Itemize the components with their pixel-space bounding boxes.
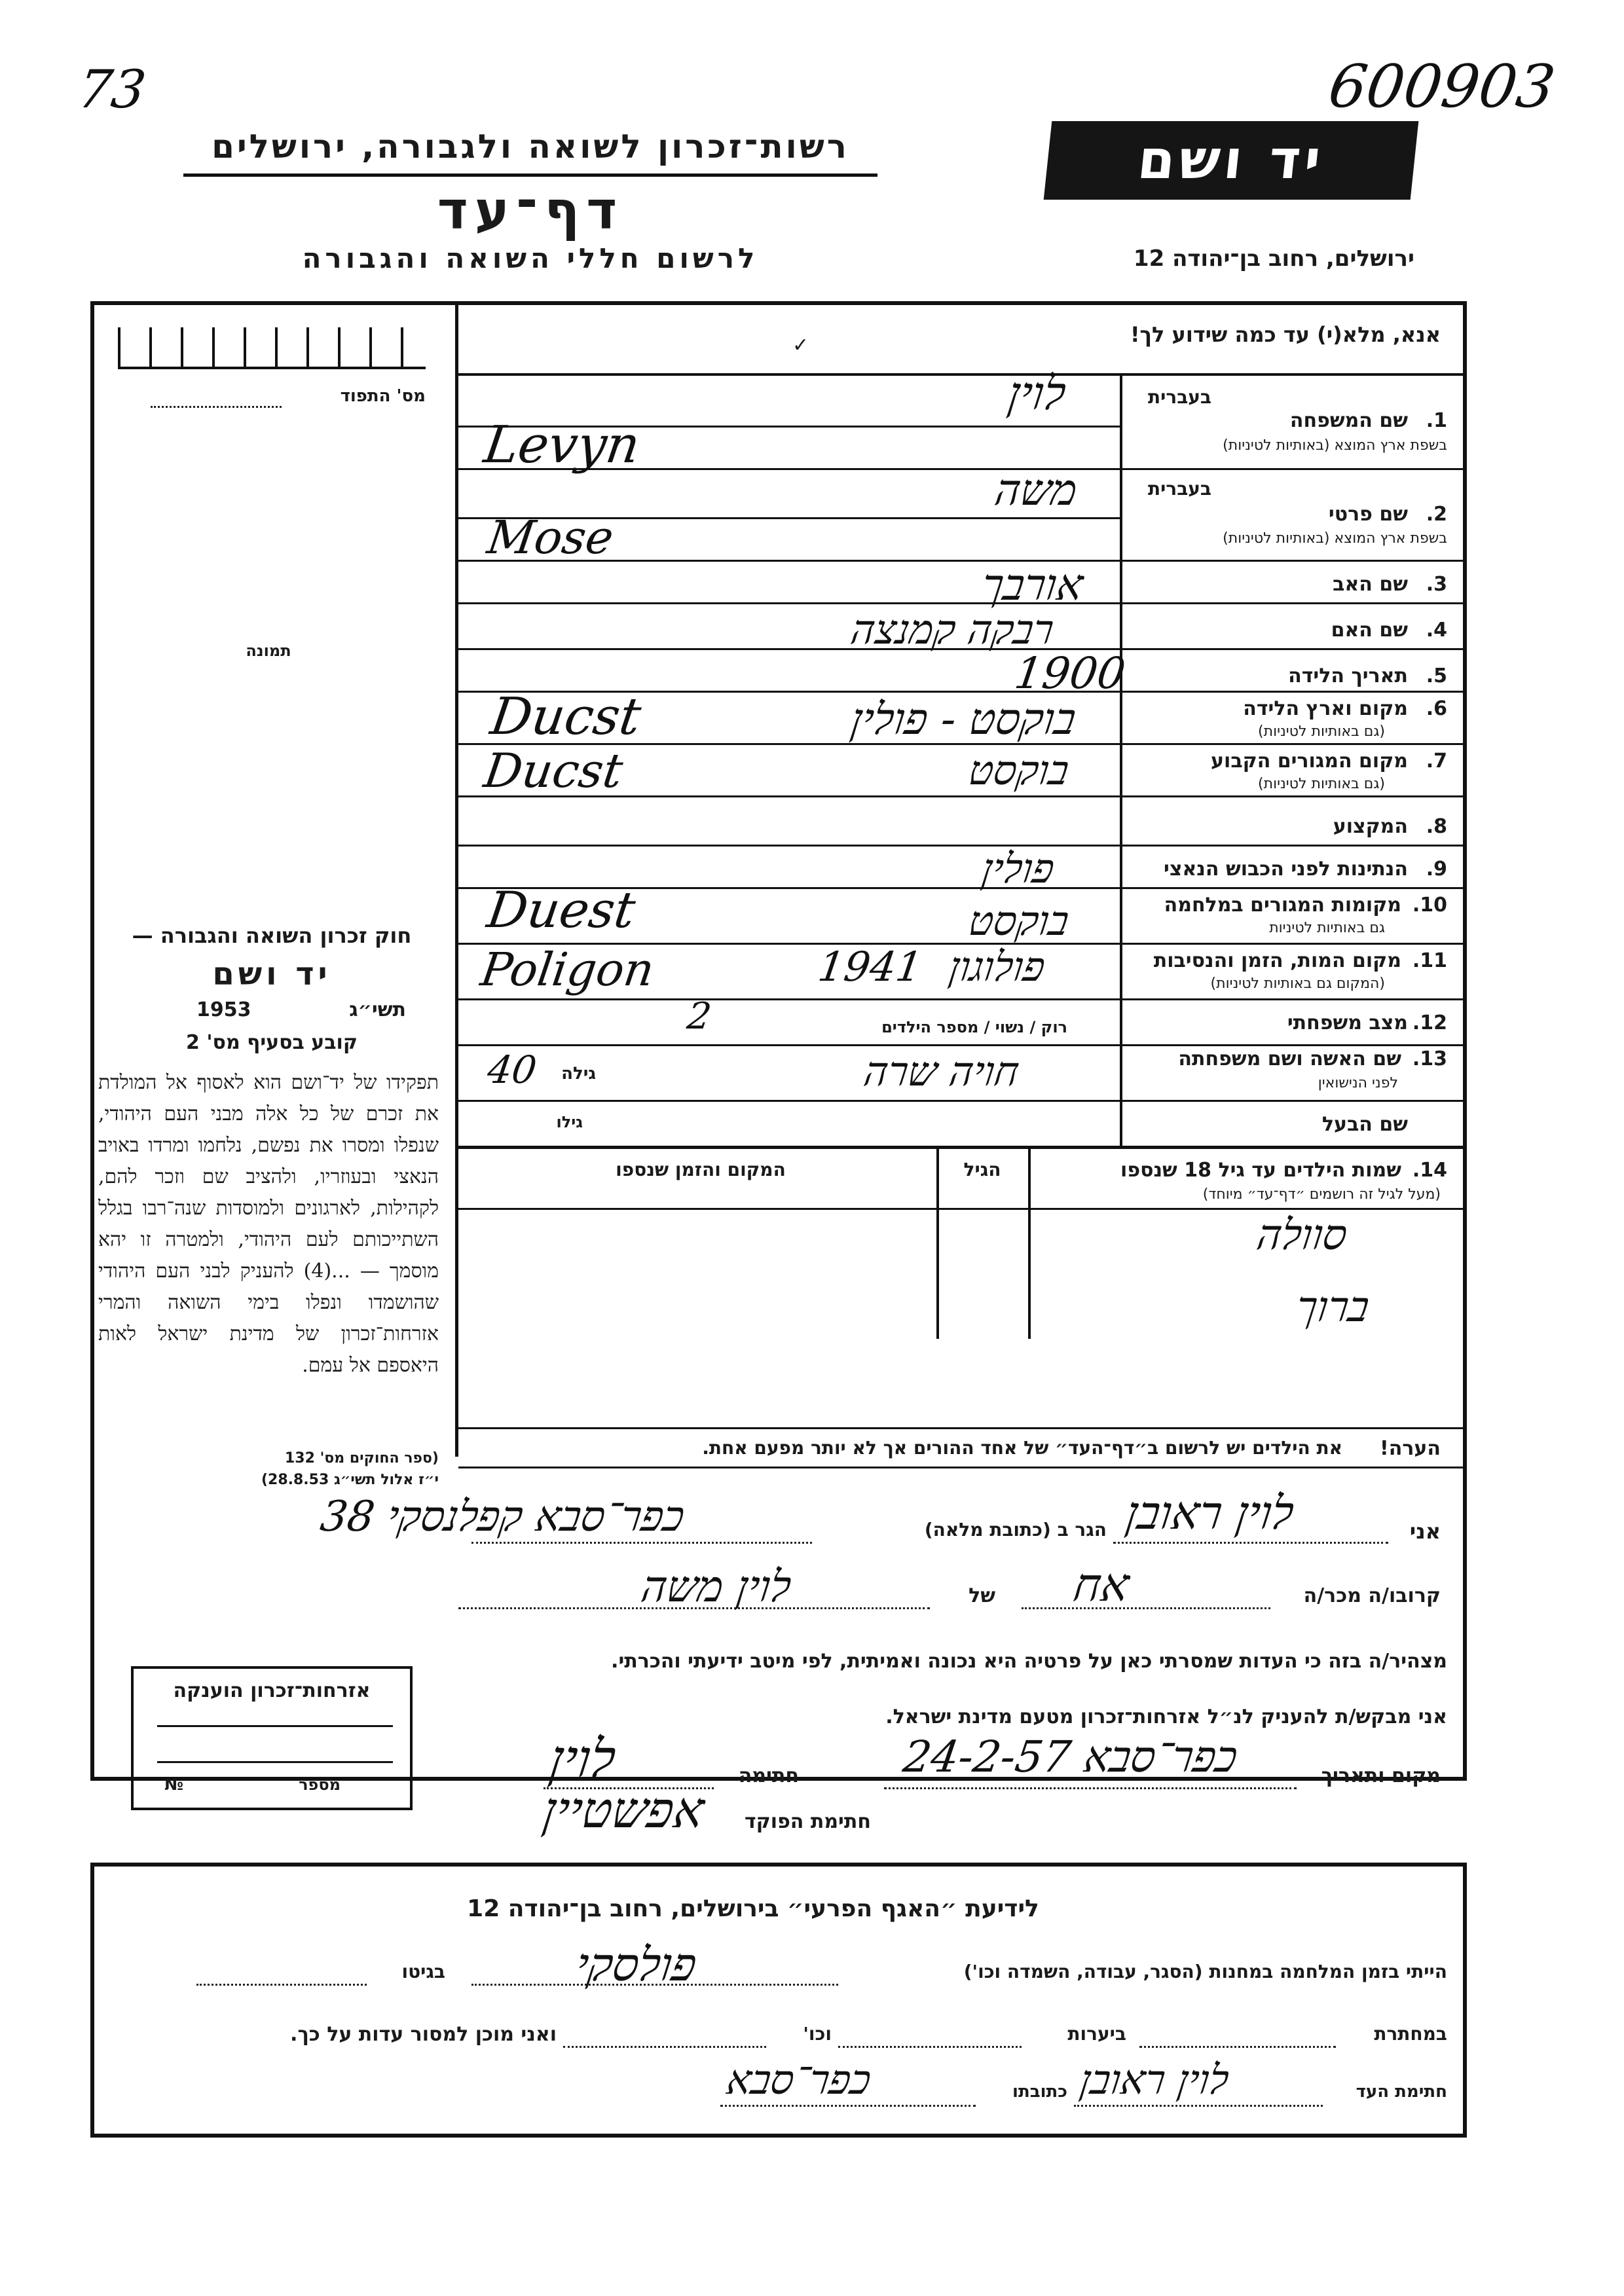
field-10-value-heb: בוקסט	[965, 897, 1072, 945]
witness-address-line	[720, 2105, 976, 2107]
children-sub: (מעל לגיל זה רושמים ״דף־עד״ מיוחד)	[1202, 1186, 1441, 1203]
logo-text: יד ושם	[1134, 129, 1328, 191]
file-no-ticks	[118, 327, 426, 369]
field-2-tag: בעברית	[1147, 478, 1211, 500]
field-4-value: רבקה קמנצה	[847, 606, 1057, 653]
field-12-inline: רוק / נשוי / מספר הילדים	[881, 1018, 1067, 1036]
field-2-label: שם פרטי	[1328, 503, 1408, 526]
footer-partisans: ביערות	[1067, 2023, 1126, 2045]
footer-ready: ואני מוכן למסור עדות על כך.	[290, 2023, 557, 2046]
field-7-sub: (גם באותיות לטיניות)	[1258, 776, 1385, 792]
husband-label: שם הבעל	[1321, 1113, 1408, 1136]
officer-value: אפשטיין	[539, 1781, 708, 1839]
corner-number: 600903	[1324, 52, 1559, 121]
field-6-num: 6.	[1426, 697, 1447, 720]
field-11-value-heb: פולוגון	[946, 943, 1048, 991]
field-5-num: 5.	[1426, 665, 1447, 687]
law-ref-date: י״ז אלול תשי״ג 28.8.53)	[261, 1472, 439, 1488]
ani-label: אני	[1409, 1519, 1441, 1544]
footer-line1-label: הייתי בזמן המלחמה במחנות (הסגר, עבודה, השמדה וכו')	[963, 1961, 1447, 1982]
field-4-num: 4.	[1426, 619, 1447, 642]
field-3-num: 3.	[1426, 573, 1447, 596]
child-name: סוולה	[1253, 1211, 1350, 1260]
label-column-divider	[1120, 373, 1122, 1146]
signature-value: לוין	[545, 1728, 619, 1789]
law-year: 1953	[196, 998, 251, 1021]
field-2-value-heb: משה	[991, 465, 1081, 515]
law-name: יד ושם	[212, 956, 331, 993]
place-date-line	[884, 1787, 1297, 1789]
footer-line1-value: פולסקי	[572, 1938, 700, 1992]
field-8-num: 8.	[1426, 815, 1447, 838]
field-7-value-heb: בוקסט	[965, 746, 1072, 794]
field-4-label: שם האם	[1331, 619, 1408, 642]
footer-etc-line	[563, 2046, 766, 2048]
field-6-value-lat: Ducst	[487, 687, 645, 746]
field-1-value-lat: Levyn	[480, 416, 644, 475]
children-col-place: המקום והזמן שנספו	[616, 1159, 786, 1180]
field-9-value: פולין	[978, 845, 1058, 892]
form-subtitle: לרשום חללי השואה והגבורה	[302, 242, 759, 274]
address: ירושלים, רחוב בן־יהודה 12	[1133, 246, 1414, 272]
field-1-tag: בעברית	[1147, 386, 1211, 408]
field-13-num: 13.	[1412, 1048, 1447, 1070]
declare-text: מצהיר/ה בזה כי העדות שמסרתי כאן על פרטיה היא נכונה ואמיתית, לפי מיטב ידיעתי והכרתי.	[611, 1650, 1447, 1673]
field-2-sub: בשפת ארץ המוצא (באותיות לטיניות)	[1223, 530, 1447, 547]
file-no-line	[151, 406, 282, 408]
field-2-value-lat: Mose	[484, 511, 617, 564]
field-7-label: מקום המגורים הקבוע	[1211, 750, 1408, 773]
field-1-label: שם המשפחה	[1289, 409, 1408, 432]
file-no-label: מס' התפוד	[340, 386, 426, 406]
resides-label: הגר ב (כתובת מלאה)	[924, 1519, 1107, 1540]
field-1-value-heb: לוין	[1005, 367, 1069, 420]
field-7-num: 7.	[1426, 750, 1447, 773]
children-col-age: הגיל	[963, 1159, 1001, 1180]
field-11-sub: (המקום גם באותיות לטיניות)	[1210, 975, 1385, 992]
citizenship-no-label: №	[164, 1776, 183, 1794]
witness-sig-value: לוין ראובן	[1077, 2056, 1232, 2104]
row-line	[458, 602, 1467, 604]
field-6-label: מקום וארץ הלידה	[1243, 697, 1408, 720]
field-7-value-lat: Ducst	[481, 743, 627, 798]
child-name: ברוך	[1293, 1283, 1373, 1332]
relative-value: אח	[1070, 1558, 1133, 1612]
field-10-sub: גם באותיות לטיניות	[1269, 920, 1385, 936]
law-section: קובע בסעיף מס' 2	[186, 1031, 358, 1054]
field-10-num: 10.	[1412, 894, 1447, 917]
footer-title: לידיעת ״האגף הפרעי״ בירושלים, רחוב בן־יהודה 12	[467, 1895, 1039, 1922]
children-table-bottom	[458, 1208, 1467, 1210]
place-date-value: כפר־סבא 24-2-57	[900, 1732, 1241, 1782]
law-year-heb: תשי״ג	[349, 998, 406, 1021]
field-9-num: 9.	[1426, 858, 1447, 881]
form-top-rule	[458, 373, 1467, 376]
field-5-label: תאריך הלידה	[1288, 665, 1408, 687]
law-ref: (ספר החוקים מס' 132	[284, 1450, 439, 1467]
witness-sig-line	[1074, 2105, 1323, 2107]
field-3-value: אורבך	[978, 560, 1086, 610]
field-13-sub: לפני הנישואין	[1318, 1075, 1398, 1091]
footer-ghetto-line	[196, 1984, 367, 1986]
children-label: שמות הילדים עד גיל 18 שנספו	[1120, 1159, 1401, 1182]
yad-vashem-logo	[1044, 121, 1419, 200]
row-line	[458, 1100, 1467, 1102]
field-11-value-lat: Poligon	[477, 943, 657, 996]
witness-sig-label: חתימת העד	[1356, 2082, 1447, 2102]
field-12-label: מצב משפחתי	[1287, 1011, 1408, 1034]
law-title: חוק זכרון השואה והגבורה —	[132, 923, 412, 948]
left-panel-divider	[455, 304, 458, 1457]
field-11-year: 1941	[815, 943, 925, 991]
request-text: אני מבקש/ת להעניק לנ״ל אזרחות־זכרון מטעם מדינת ישראל.	[885, 1705, 1447, 1728]
field-13-age: 40	[485, 1048, 540, 1092]
footer-partisans-line	[838, 2046, 1022, 2048]
check-mark: ✓	[792, 334, 809, 357]
field-11-num: 11.	[1412, 949, 1447, 972]
children-col-divider	[936, 1149, 939, 1339]
witness-address-label: כתובתו	[1012, 2082, 1067, 2102]
field-10-label: מקומות המגורים במלחמה	[1164, 894, 1401, 917]
children-col-divider	[1028, 1149, 1031, 1339]
field-11-label: מקום המות, הזמן והנסיבות	[1153, 949, 1401, 972]
relative-line	[1022, 1607, 1270, 1609]
citizenship-number-label: מספר	[299, 1776, 341, 1794]
field-9-label: הנתינות לפני הכבוש הנאצי	[1164, 858, 1408, 881]
field-5-value: 1900	[1011, 648, 1129, 699]
of-value: לוין משה	[638, 1561, 794, 1612]
husband-age-label: גילו	[556, 1113, 583, 1131]
law-body: תפקידו של יד־ושם הוא לאסוף אל המולדת את זכרם של כל אלה מבני העם היהודי, שנפלו ומסרו את נפשם, נלחמו ומרדו באויב הנאצי ובעוזריו, ולהציב שם וזכר להם, לקהילות, לארגונים ולמוסדות שנה־רבו בגלל השתייכותם לעם היהודי, ולמטרה זו יהא מוסמך — ...(4) להעניק לבני העם היהודי שהושמדו ונפלו בימי השואה והמרי אזרחות־זכרון של מדינת ישראל לאות היאספם אל עמם.	[98, 1071, 439, 1377]
resides-line	[471, 1542, 812, 1544]
note-top-rule	[458, 1427, 1467, 1429]
ani-line	[1113, 1542, 1388, 1544]
citizenship-rule	[157, 1725, 393, 1727]
officer-label: חתימת הפוקד	[745, 1810, 871, 1833]
resides-value: כפר־סבא קפלנסקי 38	[317, 1493, 688, 1541]
authority-title: רשות־זכרון לשואה ולגבורה, ירושלים	[212, 128, 849, 166]
footer-ghetto: בגיטו	[401, 1961, 445, 1982]
field-12-num: 12.	[1412, 1011, 1447, 1034]
children-num: 14.	[1412, 1159, 1447, 1182]
authority-underline	[183, 173, 877, 177]
photo-label: תמונה	[246, 642, 291, 660]
field-10-value-lat: Duest	[483, 881, 639, 939]
note-bottom-rule	[458, 1467, 1467, 1468]
row-line	[458, 998, 1467, 1000]
footer-underground-line	[1139, 2046, 1336, 2048]
footer-etc: וכו'	[803, 2023, 832, 2045]
of-label: של	[969, 1584, 995, 1607]
signature-label: חתימה	[738, 1764, 799, 1787]
field-3-label: שם האב	[1333, 573, 1408, 596]
row-line	[458, 1044, 1467, 1046]
field-6-sub: (גם באותיות לטיניות)	[1258, 723, 1385, 740]
note-text: את הילדים יש לרשום ב״דף־העד״ של אחד ההורים אך לא יותר מפעם אחת.	[702, 1437, 1342, 1459]
relative-label: קרובו/ה מכר/ה	[1303, 1584, 1441, 1607]
row-line	[458, 1146, 1467, 1149]
field-13-age-label: גילה	[561, 1064, 596, 1084]
form-title: דף־עד	[437, 180, 624, 241]
citizenship-title: אזרחות־זכרון הוענקה	[173, 1679, 371, 1702]
top-note: אנא, מלא(י) עד כמה שידוע לך!	[1130, 322, 1441, 347]
field-12-value: 2	[684, 995, 714, 1038]
citizenship-rule	[157, 1761, 393, 1763]
witness-address-value: כפר־סבא	[723, 2056, 874, 2104]
field-8-label: המקצוע	[1333, 815, 1408, 838]
footer-underground: במחתרת	[1374, 2023, 1447, 2045]
field-2-num: 2.	[1426, 503, 1447, 526]
row-line	[458, 845, 1467, 847]
place-date-label: מקום ותאריך	[1321, 1764, 1441, 1787]
field-13-label: שם האשה ושם משפחתה	[1178, 1048, 1401, 1070]
field-6-value-heb: בוקסט - פולין	[847, 694, 1079, 744]
field-13-value: חויה שרה	[860, 1048, 1022, 1095]
field-1-num: 1.	[1426, 409, 1447, 432]
note-label: הערה!	[1380, 1437, 1441, 1460]
field-1-sub: בשפת ארץ המוצא (באותיות לטיניות)	[1223, 437, 1447, 454]
ani-value: לוין ראובן	[1122, 1486, 1297, 1540]
corner-mark-left: 73	[74, 59, 150, 120]
